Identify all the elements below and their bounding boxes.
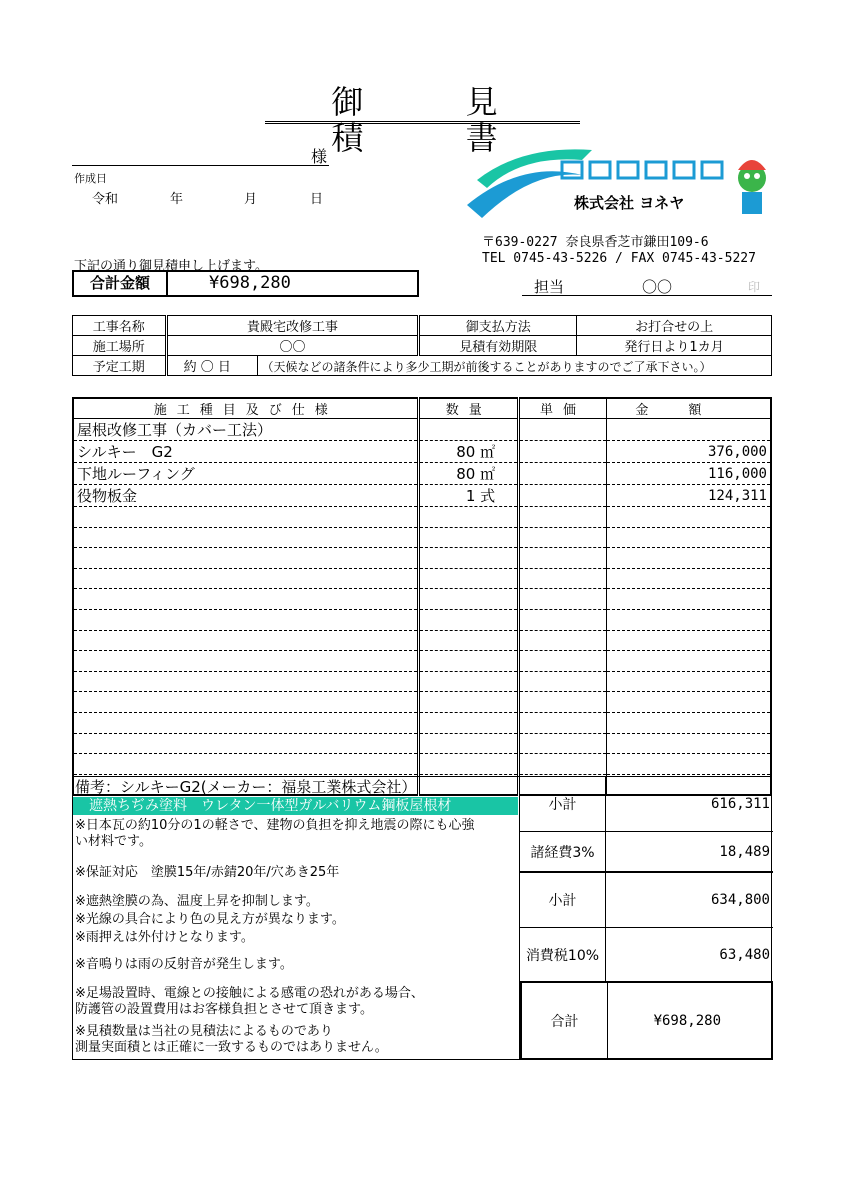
grand-total-row xyxy=(520,981,773,1060)
notes-panel xyxy=(73,777,520,1059)
item-desc: シルキー G2 xyxy=(73,441,419,463)
table-row xyxy=(73,485,771,507)
empty-row xyxy=(73,651,771,672)
empty-row xyxy=(73,568,771,589)
grand-total-label: 合計 xyxy=(522,983,608,1058)
note-8a: ※見積数量は当社の見積法によるものであり xyxy=(75,1024,333,1039)
subtotal2-label: 小計 xyxy=(520,873,606,927)
period-label: 予定工期 xyxy=(73,356,167,376)
item-amount: 376,000 xyxy=(606,441,771,463)
work-name-label: 工事名称 xyxy=(73,316,167,336)
date-era: 令和 xyxy=(92,192,119,207)
work-name-value: 貴殿宅改修工事 xyxy=(166,316,419,336)
period-value: 約 〇 日 xyxy=(170,356,258,375)
period-note: （天候などの諸条件により多少工期が前後することがありますのでご了承下さい。） xyxy=(261,360,712,374)
site-value: 〇〇 xyxy=(166,336,419,356)
subtotal1-label: 小計 xyxy=(520,777,606,831)
page-title: 御 見 積 書 xyxy=(265,84,580,124)
highlight-note: 遮熱ちぢみ塗料 ウレタン一体型ガルバリウム鋼板屋根材 xyxy=(73,797,518,815)
note-4: ※光線の具合により色の見え方が異なります。 xyxy=(75,912,345,927)
payment-value: お打合せの上 xyxy=(577,316,772,336)
address-text: 奈良県香芝市鎌田109-6 xyxy=(565,235,709,250)
item-desc: 下地ルーフィング xyxy=(73,463,419,485)
company-logo xyxy=(462,140,772,230)
header-amount: 金額 xyxy=(606,398,771,419)
empty-row xyxy=(73,671,771,692)
postal-code: 〒639-0227 xyxy=(482,235,558,250)
subtotal2-value: 634,800 xyxy=(710,892,770,908)
item-qty: 1 式 xyxy=(419,485,519,507)
subtotal1-value: 616,311 xyxy=(710,796,770,812)
empty-row xyxy=(73,610,771,631)
table-row xyxy=(73,441,771,463)
item-unit-price xyxy=(519,485,607,507)
empty-row xyxy=(73,733,771,754)
logo-swoosh-icon xyxy=(462,140,772,230)
notes-summary-section xyxy=(72,776,772,1060)
note-2: ※保証対応 塗膜15年/赤錆20年/穴あき25年 xyxy=(75,865,340,880)
header-qty: 数量 xyxy=(419,398,519,419)
misc-value: 18,489 xyxy=(719,843,770,860)
staff-name: 〇〇 xyxy=(642,278,673,296)
note-1b: い材料です。 xyxy=(75,834,152,849)
note-7a: ※足場設置時、電線との接触による感電の恐れがある場合、 xyxy=(75,986,424,1001)
company-address xyxy=(482,231,709,250)
total-amount-box xyxy=(72,270,419,297)
table-row xyxy=(73,463,771,485)
empty-row xyxy=(73,548,771,569)
validity-value: 発行日より1カ月 xyxy=(577,336,772,356)
total-value: ¥698,280 xyxy=(209,273,291,293)
item-desc: 屋根改修工事（カバー工法） xyxy=(73,419,419,441)
empty-row xyxy=(73,507,771,528)
date-row xyxy=(72,188,332,208)
item-qty: 80 ㎡ xyxy=(419,441,519,463)
date-month: 月 xyxy=(244,192,258,207)
note-5: ※雨押えは外付けとなります。 xyxy=(75,930,254,945)
empty-row xyxy=(73,589,771,610)
items-table xyxy=(72,397,772,796)
created-label: 作成日 xyxy=(74,172,107,185)
note-6: ※音鳴りは雨の反射音が発生します。 xyxy=(75,957,293,972)
tax-label: 消費税10% xyxy=(520,928,606,981)
site-label: 施工場所 xyxy=(73,336,167,356)
item-qty: 80 ㎡ xyxy=(419,463,519,485)
recipient-line xyxy=(72,144,329,166)
payment-label: 御支払方法 xyxy=(419,316,577,336)
item-qty xyxy=(419,419,519,441)
item-desc: 役物板金 xyxy=(73,485,419,507)
item-amount: 124,311 xyxy=(606,485,771,507)
seal-mark: 印 xyxy=(748,280,761,294)
tax-value: 63,480 xyxy=(719,946,770,963)
total-label: 合計金額 xyxy=(74,272,168,295)
item-unit-price xyxy=(519,441,607,463)
date-year: 年 xyxy=(170,192,184,207)
item-unit-price xyxy=(519,419,607,441)
date-day: 日 xyxy=(310,192,324,207)
note-1a: ※日本瓦の約10分の1の軽さで、建物の負担を抑え地震の際にも心強 xyxy=(75,818,475,833)
table-row xyxy=(73,419,771,441)
subtotal-row-1 xyxy=(520,777,773,831)
note-7b: 防護管の設置費用はお客様負担とさせて頂きます。 xyxy=(75,1002,373,1017)
period-cell xyxy=(166,356,771,376)
grand-total-value: ¥698,280 xyxy=(653,1012,721,1029)
company-name: 株式会社 ヨネヤ xyxy=(574,194,685,212)
empty-row xyxy=(73,630,771,651)
project-info-table xyxy=(72,315,772,376)
misc-label: 諸経費3% xyxy=(520,832,606,871)
recipient-suffix: 様 xyxy=(310,147,327,166)
header-unit-price: 単価 xyxy=(519,398,607,419)
item-amount: 116,000 xyxy=(606,463,771,485)
empty-row xyxy=(73,692,771,713)
empty-row xyxy=(73,713,771,734)
note-8b: 測量実面積とは正確に一致するものではありません。 xyxy=(75,1040,388,1055)
subtotal-row-2 xyxy=(520,871,773,927)
remark: 備考：シルキーG2(メーカー：福泉工業株式会社） xyxy=(75,778,417,796)
empty-row xyxy=(73,527,771,548)
tax-row xyxy=(520,927,773,981)
misc-row xyxy=(520,831,773,871)
company-tel-fax: TEL 0745-43-5226 / FAX 0745-43-5227 xyxy=(482,251,756,266)
staff-label: 担当 xyxy=(534,278,565,296)
item-unit-price xyxy=(519,463,607,485)
note-3: ※遮熱塗膜の為、温度上昇を抑制します。 xyxy=(75,894,319,909)
header-desc: 施工種目及び仕様 xyxy=(73,398,419,419)
staff-line xyxy=(522,276,772,296)
intro-text: 下記の通り御見積申し上げます。 xyxy=(74,259,268,274)
validity-label: 見積有効期限 xyxy=(419,336,577,356)
item-amount xyxy=(606,419,771,441)
items-header xyxy=(73,398,771,419)
empty-row xyxy=(73,754,771,775)
